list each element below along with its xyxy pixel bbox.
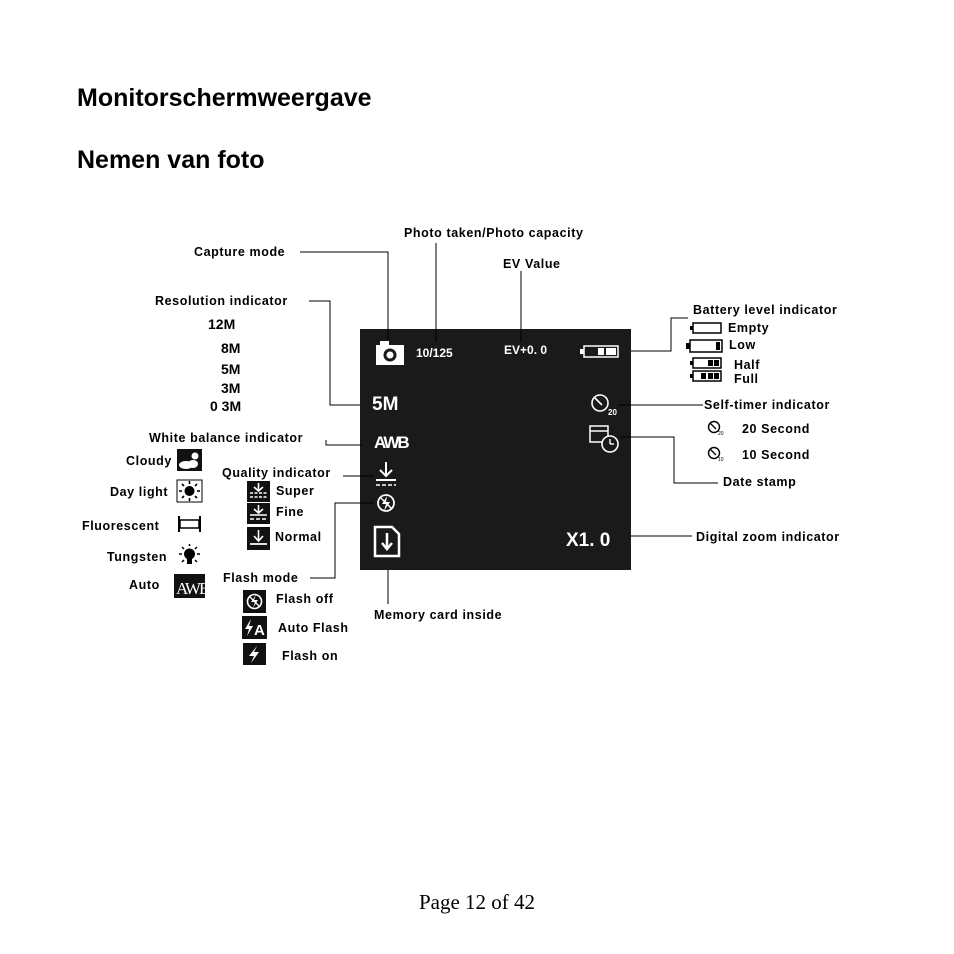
timer-10-icon xyxy=(709,448,724,464)
timer-10-icon-text: 10 xyxy=(718,457,724,463)
quality-normal-icon xyxy=(247,527,270,550)
resolution-option: 12M xyxy=(208,316,236,332)
flash-auto-icon xyxy=(242,616,267,639)
battery-level-label: Battery level indicator xyxy=(693,303,838,317)
quality-super-label: Super xyxy=(276,484,315,498)
bulb-icon xyxy=(177,543,202,568)
digital-zoom-label: Digital zoom indicator xyxy=(696,530,840,544)
self-timer-label: Self-timer indicator xyxy=(704,398,830,412)
battery-empty-icon xyxy=(690,323,721,333)
flash-mode-label: Flash mode xyxy=(223,571,299,585)
timer-20-label: 20 Second xyxy=(742,422,810,436)
capture-mode-label: Capture mode xyxy=(194,245,286,259)
awb-auto-icon xyxy=(174,574,210,598)
battery-half-icon xyxy=(690,358,721,368)
subsection-heading: Nemen van foto xyxy=(77,146,265,174)
timer-20-icon-text: 20 xyxy=(718,431,724,437)
timer-20-icon xyxy=(709,422,724,438)
awb-auto-icon-text: AWB xyxy=(176,579,209,598)
quality-indicator-label: Quality indicator xyxy=(222,466,331,480)
self-timer-seconds: 20 xyxy=(608,408,617,417)
quality-fine-icon xyxy=(247,503,270,524)
flash-off-label: Flash off xyxy=(276,592,334,606)
photo-taken-label: Photo taken/Photo capacity xyxy=(404,226,584,240)
awb-icon: AWB xyxy=(374,433,408,452)
wb-auto-label: Auto xyxy=(129,578,160,592)
section-heading: Monitorschermweergave xyxy=(77,84,372,112)
resolution-option: 8M xyxy=(221,340,241,356)
timer-10-label: 10 Second xyxy=(742,448,810,462)
ev-value-label: EV Value xyxy=(503,257,561,271)
battery-full-icon xyxy=(690,371,721,381)
ev-readout: EV+0. 0 xyxy=(504,343,548,357)
battery-half-label: Half xyxy=(734,358,761,372)
sun-icon xyxy=(177,480,202,502)
battery-low-label: Low xyxy=(729,338,756,352)
battery-low-icon xyxy=(686,340,722,352)
resolution-readout: 5M xyxy=(372,394,399,415)
flash-auto-label: Auto Flash xyxy=(278,621,349,635)
flash-auto-icon-letter: A xyxy=(254,622,265,639)
date-stamp-label: Date stamp xyxy=(723,475,797,489)
quality-fine-label: Fine xyxy=(276,505,305,519)
photo-capacity-readout: 10/125 xyxy=(416,346,453,360)
page-number: Page 12 of 42 xyxy=(418,890,536,914)
flash-on-label: Flash on xyxy=(282,649,339,663)
resolution-option: 0 3M xyxy=(210,398,242,414)
resolution-option: 5M xyxy=(221,361,241,377)
zoom-readout: X1. 0 xyxy=(566,530,611,551)
cloudy-icon xyxy=(177,449,202,471)
battery-empty-label: Empty xyxy=(728,321,770,335)
flash-off-list-icon xyxy=(243,590,266,613)
quality-super-icon xyxy=(247,481,270,502)
fluorescent-icon xyxy=(177,513,202,535)
quality-normal-label: Normal xyxy=(275,530,322,544)
memory-card-label: Memory card inside xyxy=(374,608,503,622)
wb-daylight-label: Day light xyxy=(110,485,169,499)
wb-tungsten-label: Tungsten xyxy=(107,550,168,564)
wb-fluorescent-label: Fluorescent xyxy=(82,519,160,533)
resolution-indicator-label: Resolution indicator xyxy=(155,294,288,308)
flash-on-icon xyxy=(243,643,266,665)
white-balance-indicator-label: White balance indicator xyxy=(149,431,304,445)
wb-cloudy-label: Cloudy xyxy=(126,454,172,468)
resolution-option: 3M xyxy=(221,380,241,396)
battery-full-label: Full xyxy=(734,372,759,386)
